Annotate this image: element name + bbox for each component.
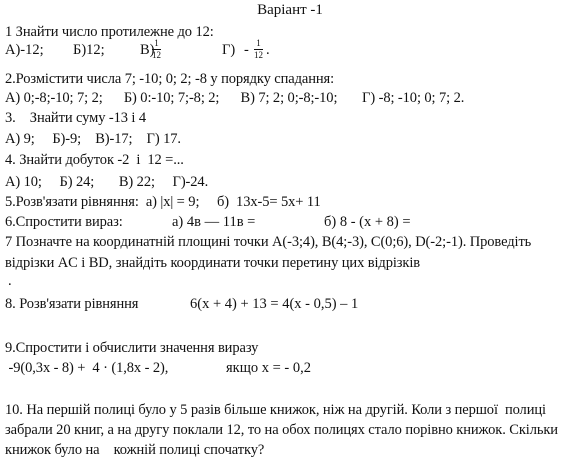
q2-text: 2.Розмістити числа 7; -10; 0; 2; -8 у порядку спадання: <box>5 71 335 87</box>
q8-text: 8. Розв'язати рівняння <box>5 296 139 312</box>
q1-option-c-prefix: В) <box>140 42 155 58</box>
q1-option-d-minus: - <box>244 42 249 58</box>
q1-option-d-fraction <box>254 39 263 60</box>
q9-expression: -9(0,3x - 8) + 4 · (1,8x - 2), <box>5 360 169 376</box>
q6-text: 6.Спростити вираз: <box>5 214 123 230</box>
q1-option-c-fraction <box>152 39 161 60</box>
q1-c-denominator: 12 <box>152 50 161 60</box>
q5-text: 5.Розв'язати рівняння: а) |x| = 9; б) 13x-5= 5x+ 11 <box>5 194 321 210</box>
q7-dot: . <box>8 273 12 289</box>
q1-text: 1 Знайти число протилежне до 12: <box>5 24 214 40</box>
q4-options: А) 10; Б) 24; В) 22; Г)-24. <box>5 174 209 190</box>
q6-option-b: б) 8 - (x + 8) = <box>324 214 411 230</box>
variant-title: Варіант -1 <box>257 2 323 18</box>
q10-line-2: забрали 20 книг, а на другу поклали 12, то на обох полицях стало порівно книжок. Скільки <box>5 422 558 438</box>
q8-equation: 6(x + 4) + 13 = 4(x - 0,5) – 1 <box>190 296 359 312</box>
q1-d-numerator: 1 <box>256 38 261 48</box>
q7-line-2: відрізки AC і BD, знайдіть координати точки перетину цих відрізків <box>5 255 421 271</box>
q3-options: А) 9; Б)-9; В)-17; Г) 17. <box>5 131 181 147</box>
q6-option-a: а) 4в — 11в = <box>172 214 256 230</box>
q9-condition: якщо x = - 0,2 <box>226 360 312 376</box>
q4-text: 4. Знайти добуток -2 і 12 =... <box>5 152 184 168</box>
q1-c-numerator: 1 <box>154 38 159 48</box>
q1-option-d-end: . <box>266 42 270 58</box>
q10-line-1: 10. На першій полиці було у 5 разів більше книжок, ніж на другій. Коли з першої полиці <box>5 402 546 418</box>
q1-option-d-prefix: Г) <box>222 42 236 58</box>
q10-line-3: книжок було на кожній полиці спочатку? <box>5 442 265 458</box>
q2-options: А) 0;-8;-10; 7; 2; Б) 0:-10; 7;-8; 2; В) 7; 2; 0;-8;-10; Г) -8; -10; 0; 7; 2. <box>5 90 465 106</box>
q7-line-1: 7 Позначте на координатній площині точки А(-3;4), В(4;-3), С(0;6), D(-2;-1). Проведіть <box>5 234 532 250</box>
q1-option-b: Б)12; <box>73 42 105 58</box>
q1-d-denominator: 12 <box>254 50 263 60</box>
q1-option-a: А)-12; <box>5 42 44 58</box>
q9-text: 9.Спростити і обчислити значення виразу <box>5 340 259 356</box>
q3-text: 3. Знайти суму -13 і 4 <box>5 110 147 126</box>
